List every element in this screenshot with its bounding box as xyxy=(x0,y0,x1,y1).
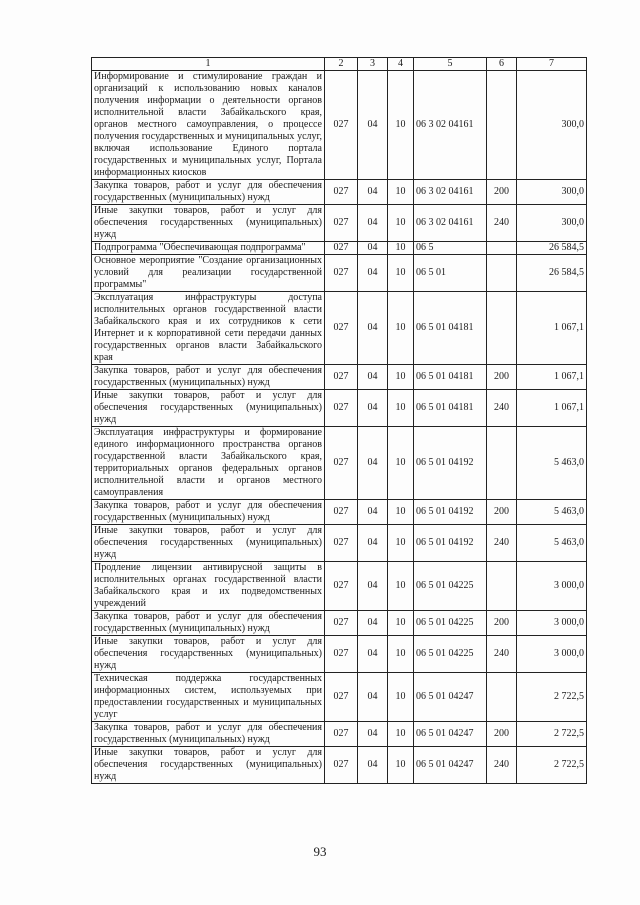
ministry-code: 027 xyxy=(325,205,358,242)
subsection-code: 10 xyxy=(388,500,414,525)
target-article-code: 06 3 02 04161 xyxy=(414,180,487,205)
table-header-row xyxy=(92,58,587,71)
section-code: 04 xyxy=(358,562,388,611)
ministry-code: 027 xyxy=(325,180,358,205)
column-header: 6 xyxy=(487,58,517,71)
section-code: 04 xyxy=(358,390,388,427)
target-article-code: 06 5 01 04192 xyxy=(414,427,487,500)
row-amount: 5 463,0 xyxy=(517,427,587,500)
row-amount: 2 722,5 xyxy=(517,673,587,722)
target-article-code: 06 5 01 04247 xyxy=(414,673,487,722)
ministry-code: 027 xyxy=(325,365,358,390)
ministry-code: 027 xyxy=(325,500,358,525)
table-row xyxy=(92,255,587,292)
table-row xyxy=(92,611,587,636)
table-row xyxy=(92,722,587,747)
target-article-code: 06 5 01 xyxy=(414,255,487,292)
target-article-code: 06 5 01 04181 xyxy=(414,390,487,427)
row-description: Закупка товаров, работ и услуг для обеспечения государственных (муниципальных) нужд xyxy=(92,180,325,205)
table-row xyxy=(92,427,587,500)
section-code: 04 xyxy=(358,525,388,562)
row-description: Подпрограмма "Обеспечивающая подпрограмма" xyxy=(92,242,325,255)
target-article-code: 06 5 01 04247 xyxy=(414,747,487,784)
row-amount: 26 584,5 xyxy=(517,242,587,255)
expense-type-code: 240 xyxy=(487,747,517,784)
ministry-code: 027 xyxy=(325,292,358,365)
subsection-code: 10 xyxy=(388,71,414,180)
table-row xyxy=(92,365,587,390)
subsection-code: 10 xyxy=(388,636,414,673)
ministry-code: 027 xyxy=(325,255,358,292)
row-amount: 2 722,5 xyxy=(517,722,587,747)
subsection-code: 10 xyxy=(388,562,414,611)
section-code: 04 xyxy=(358,180,388,205)
table-row xyxy=(92,673,587,722)
row-amount: 3 000,0 xyxy=(517,611,587,636)
expense-type-code xyxy=(487,292,517,365)
budget-table xyxy=(91,57,587,784)
subsection-code: 10 xyxy=(388,525,414,562)
subsection-code: 10 xyxy=(388,747,414,784)
ministry-code: 027 xyxy=(325,390,358,427)
ministry-code: 027 xyxy=(325,673,358,722)
page-number: 93 xyxy=(313,844,327,859)
expense-type-code xyxy=(487,242,517,255)
section-code: 04 xyxy=(358,255,388,292)
section-code: 04 xyxy=(358,205,388,242)
target-article-code: 06 3 02 04161 xyxy=(414,71,487,180)
table-row xyxy=(92,205,587,242)
expense-type-code: 240 xyxy=(487,525,517,562)
ministry-code: 027 xyxy=(325,722,358,747)
target-article-code: 06 5 01 04225 xyxy=(414,636,487,673)
row-amount: 1 067,1 xyxy=(517,390,587,427)
section-code: 04 xyxy=(358,747,388,784)
row-description: Закупка товаров, работ и услуг для обеспечения государственных (муниципальных) нужд xyxy=(92,365,325,390)
ministry-code: 027 xyxy=(325,747,358,784)
row-description: Иные закупки товаров, работ и услуг для обеспечения государственных (муниципальных) нужд xyxy=(92,525,325,562)
subsection-code: 10 xyxy=(388,292,414,365)
subsection-code: 10 xyxy=(388,205,414,242)
table-body xyxy=(92,71,587,784)
row-description: Иные закупки товаров, работ и услуг для обеспечения государственных (муниципальных) нужд xyxy=(92,390,325,427)
expense-type-code: 240 xyxy=(487,636,517,673)
row-amount: 5 463,0 xyxy=(517,500,587,525)
row-description: Продление лицензии антивирусной защиты в исполнительных органах государственной власти Забайкальского края и их подведомственных учреждений xyxy=(92,562,325,611)
section-code: 04 xyxy=(358,500,388,525)
row-description: Закупка товаров, работ и услуг для обеспечения государственных (муниципальных) нужд xyxy=(92,611,325,636)
row-description: Эксплуатация инфраструктуры доступа исполнительных органов государственной власти Забайкальского края и их сотрудников к сети Интернет и к корпоративной сети передачи данных государственных органов власти Забайкальского края xyxy=(92,292,325,365)
target-article-code: 06 3 02 04161 xyxy=(414,205,487,242)
ministry-code: 027 xyxy=(325,427,358,500)
expense-type-code: 200 xyxy=(487,611,517,636)
ministry-code: 027 xyxy=(325,636,358,673)
column-header: 2 xyxy=(325,58,358,71)
column-header: 1 xyxy=(92,58,325,71)
section-code: 04 xyxy=(358,292,388,365)
subsection-code: 10 xyxy=(388,611,414,636)
row-amount: 300,0 xyxy=(517,180,587,205)
expense-type-code: 200 xyxy=(487,722,517,747)
subsection-code: 10 xyxy=(388,390,414,427)
target-article-code: 06 5 01 04225 xyxy=(414,611,487,636)
row-amount: 2 722,5 xyxy=(517,747,587,784)
row-amount: 300,0 xyxy=(517,205,587,242)
table-row xyxy=(92,292,587,365)
expense-type-code xyxy=(487,562,517,611)
table-row xyxy=(92,636,587,673)
row-amount: 1 067,1 xyxy=(517,365,587,390)
expense-type-code: 240 xyxy=(487,390,517,427)
row-amount: 300,0 xyxy=(517,71,587,180)
row-description: Эксплуатация инфраструктуры и формирование единого информационного пространства органов государственной власти Забайкальского края, территориальных органов федеральных органов исполнительной власти и органов местного самоуправления xyxy=(92,427,325,500)
ministry-code: 027 xyxy=(325,71,358,180)
expense-type-code: 200 xyxy=(487,500,517,525)
target-article-code: 06 5 01 04192 xyxy=(414,525,487,562)
column-header: 3 xyxy=(358,58,388,71)
expense-type-code: 200 xyxy=(487,365,517,390)
row-amount: 1 067,1 xyxy=(517,292,587,365)
ministry-code: 027 xyxy=(325,242,358,255)
subsection-code: 10 xyxy=(388,180,414,205)
row-description: Закупка товаров, работ и услуг для обеспечения государственных (муниципальных) нужд xyxy=(92,722,325,747)
expense-type-code xyxy=(487,255,517,292)
target-article-code: 06 5 01 04225 xyxy=(414,562,487,611)
row-description: Иные закупки товаров, работ и услуг для обеспечения государственных (муниципальных) нужд xyxy=(92,636,325,673)
column-header: 7 xyxy=(517,58,587,71)
target-article-code: 06 5 01 04192 xyxy=(414,500,487,525)
row-description: Иные закупки товаров, работ и услуг для обеспечения государственных (муниципальных) нужд xyxy=(92,747,325,784)
expense-type-code: 200 xyxy=(487,180,517,205)
row-description: Основное мероприятие "Создание организационных условий для реализации государственной программы" xyxy=(92,255,325,292)
section-code: 04 xyxy=(358,242,388,255)
table-row xyxy=(92,747,587,784)
expense-type-code xyxy=(487,71,517,180)
row-description: Техническая поддержка государственных информационных систем, используемых при предоставлении государственных и муниципальных услуг xyxy=(92,673,325,722)
subsection-code: 10 xyxy=(388,427,414,500)
table-row xyxy=(92,390,587,427)
section-code: 04 xyxy=(358,611,388,636)
table-row xyxy=(92,71,587,180)
subsection-code: 10 xyxy=(388,242,414,255)
ministry-code: 027 xyxy=(325,562,358,611)
section-code: 04 xyxy=(358,365,388,390)
table-row xyxy=(92,525,587,562)
expense-type-code xyxy=(487,427,517,500)
ministry-code: 027 xyxy=(325,525,358,562)
section-code: 04 xyxy=(358,722,388,747)
row-amount: 3 000,0 xyxy=(517,562,587,611)
row-amount: 3 000,0 xyxy=(517,636,587,673)
row-amount: 5 463,0 xyxy=(517,525,587,562)
expense-type-code: 240 xyxy=(487,205,517,242)
section-code: 04 xyxy=(358,636,388,673)
section-code: 04 xyxy=(358,427,388,500)
table-row xyxy=(92,500,587,525)
column-header: 5 xyxy=(414,58,487,71)
table-row xyxy=(92,180,587,205)
row-amount: 26 584,5 xyxy=(517,255,587,292)
ministry-code: 027 xyxy=(325,611,358,636)
target-article-code: 06 5 xyxy=(414,242,487,255)
subsection-code: 10 xyxy=(388,722,414,747)
row-description: Информирование и стимулирование граждан и организаций к использованию новых каналов получения информации о деятельности органов исполнительной власти Забайкальского края, органов местного самоуправления, о процессе получения государственных и муниципальных услуг, включая использование Единого портала государственных и муниципальных услуг, Портала информационных киосков xyxy=(92,71,325,180)
row-description: Иные закупки товаров, работ и услуг для обеспечения государственных (муниципальных) нужд xyxy=(92,205,325,242)
target-article-code: 06 5 01 04181 xyxy=(414,365,487,390)
section-code: 04 xyxy=(358,673,388,722)
subsection-code: 10 xyxy=(388,255,414,292)
section-code: 04 xyxy=(358,71,388,180)
expense-type-code xyxy=(487,673,517,722)
subsection-code: 10 xyxy=(388,365,414,390)
subsection-code: 10 xyxy=(388,673,414,722)
row-description: Закупка товаров, работ и услуг для обеспечения государственных (муниципальных) нужд xyxy=(92,500,325,525)
table-row xyxy=(92,562,587,611)
column-header: 4 xyxy=(388,58,414,71)
table-row xyxy=(92,242,587,255)
target-article-code: 06 5 01 04247 xyxy=(414,722,487,747)
target-article-code: 06 5 01 04181 xyxy=(414,292,487,365)
